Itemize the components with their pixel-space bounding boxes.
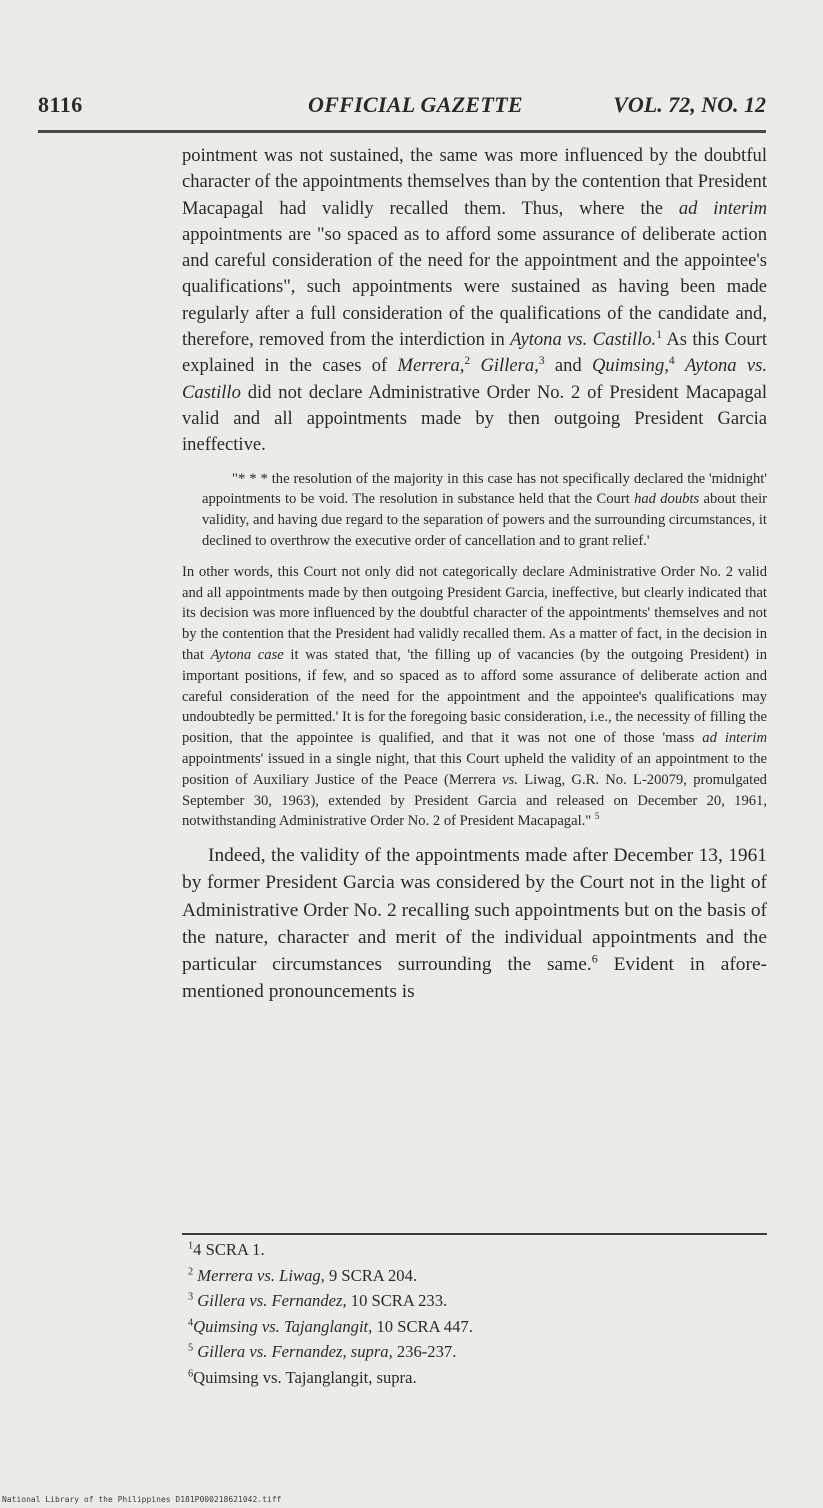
footnote: $^2$ Merrera vs. Liwag, 9 SCRA 204. [188, 1265, 418, 1285]
volume-number: VOL. 72, NO. 12 [613, 92, 766, 117]
page-header [38, 92, 766, 122]
footnote: $^6$Quimsing vs. Tajanglangit, supra. [188, 1367, 417, 1387]
footnote-ref-1: 1 [656, 328, 662, 341]
footnote-rule [182, 1233, 767, 1235]
footnote-ref-6: 6 [591, 951, 598, 966]
paragraph: Indeed, the validity of the appointments made after December 13, 1961 by former President Garcia was considered by the Court not in the light of Administrative Order No. 2 recalling such appointments but on the basis of the nature, character and merit of the individual appointments and the particular circumstances surrounding the same.$^6$ Evident in afore-mentioned pronouncements is [182, 845, 768, 1003]
footnote-ref-3: 3 [538, 355, 545, 368]
footnote: $^1$4 SCRA 1. [188, 1240, 265, 1259]
header-rule [38, 130, 766, 133]
footnote: $^3$ Gillera vs. Fernandez, 10 SCRA 233. [188, 1291, 448, 1310]
footnote-ref-2: 2 [464, 355, 471, 368]
paragraph-continued: pointment was not sustained, the same was more influenced by the doubtful character of the appointments themselves than by the contention that President Macapagal had validly recalled them. Thus, where the ad interim appointments are "so spaced as to afford some assurance of deliberate action and careful consideration of the need for the appointment and the appointee's qualifications", such appointments were sustained as having been made regularly after a full consideration of the qualifications of the candidate and, therefore, removed from the interdiction in Aytona vs. Castillo.$^1$ As this Court explained in the cases of Merrera,$^2$ Gillera,$^3$ and Quimsing,$^4$ Aytona vs. Castillo did not declare Administrative Order No. 2 of President Macapagal valid and all appointments made by then outgoing President Garcia ineffective. [182, 145, 767, 456]
footnote: $^5$ Gillera vs. Fernandez, supra, 236-237. [188, 1342, 457, 1361]
block-quotation [182, 469, 767, 833]
footnote-ref-4: 4 [668, 355, 675, 368]
inner-quotation: "* * * the resolution of the majority in this case has not specifically declared the 'midnight' appointments to be void. The resolution in substance held that the Court had doubts about their validity, and having due regard to the separation of powers and the surrounding circumstances, it declined to overthrow the executive order of cancellation and to grant relief.' [202, 470, 767, 549]
publication-title: OFFICIAL GAZETTE [308, 92, 523, 117]
footnote-ref-5: 5 [594, 811, 600, 822]
main-text [182, 143, 767, 1005]
scan-source-label: National Library of the Philippines D181P000218621042.tiff [2, 1495, 282, 1504]
footnote: $^4$Quimsing vs. Tajanglangit, 10 SCRA 447. [188, 1316, 473, 1336]
page-number: 8116 [38, 92, 83, 117]
quotation-text: In other words, this Court not only did not categorically declare Administrative Order No. 2 valid and all appointments made by then outgoing President Garcia, ineffective, but clearly indicated that its decision was more influenced by the doubtful character of the appointments' themselves and not by the contention that the President had validly recalled them. As a matter of fact, in the decision in that Aytona case it was stated that, 'the filling up of vacancies (by the outgoing President) in important positions, if few, and so spaced as to afford some assurance of deliberate action and careful consideration of the need for the appointment and the appointee's qualifications may undoubtedly be permitted.' It is for the foregoing basic consideration, i.e., the necessity of filling the position, that the appointee is qualified, and that it was not one of those 'mass ad interim appointments' issued in a single night, that this Court upheld the validity of an appointment to the position of Auxiliary Justice of the Peace (Merrera vs. Liwag, G.R. No. L-20079, promulgated September 30, 1963), extended by President Garcia and released on December 20, 1961, notwithstanding Administrative Order No. 2 of President Macapagal." $^5$ [182, 563, 767, 830]
footnotes [188, 1237, 748, 1390]
